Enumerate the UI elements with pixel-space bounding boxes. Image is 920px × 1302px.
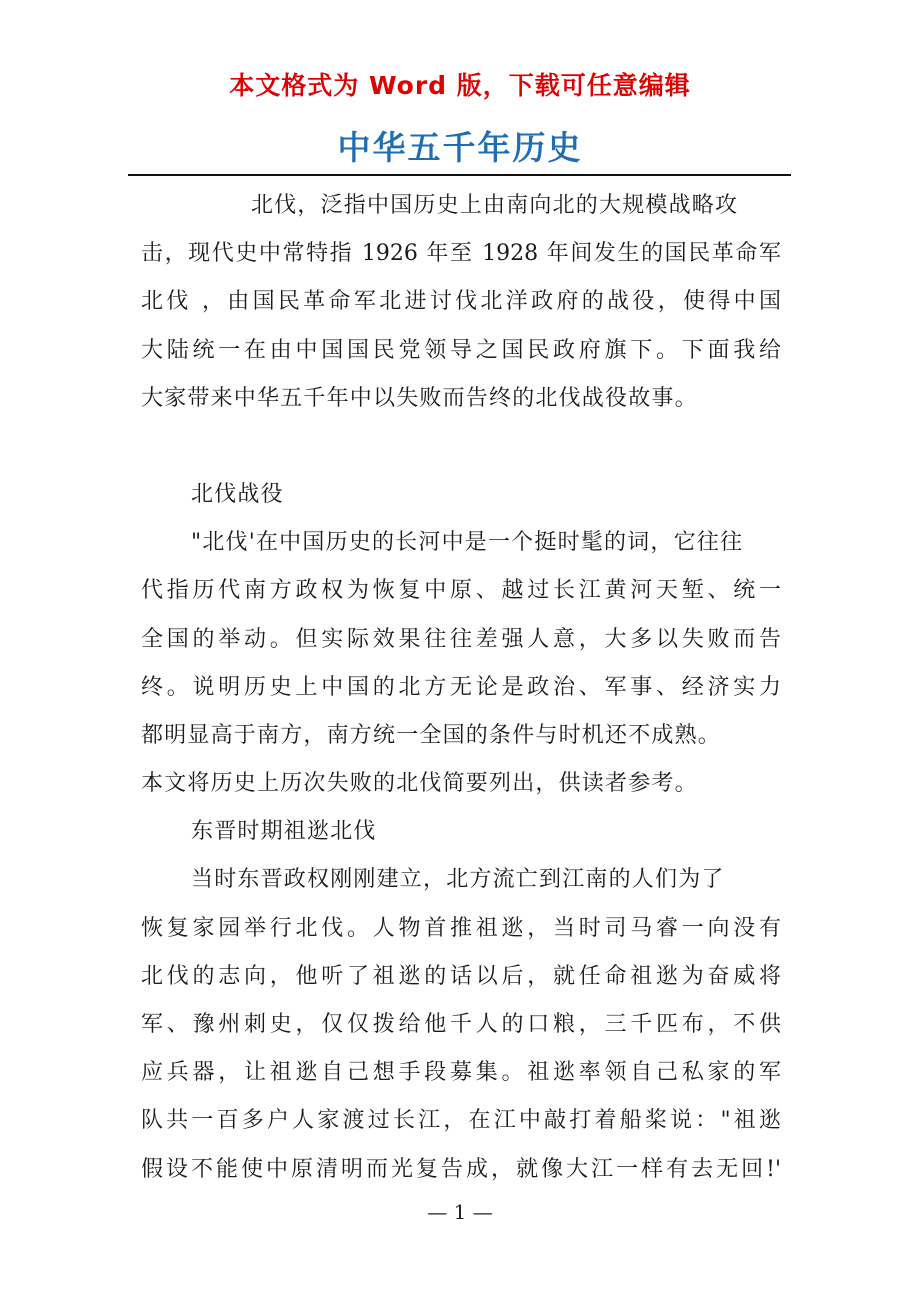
intro-line-2: 击，现代史中常特指 1926 年至 1928 年间发生的国民革命军 (141, 241, 781, 267)
para3-line-1: 当时东晋政权刚刚建立，北方流亡到江南的人们为了 (191, 867, 725, 893)
intro-line-5: 大家带来中华五千年中以失败而告终的北伐战役故事。 (141, 385, 698, 411)
para3-line-3: 北伐的志向，他听了祖逖的话以后，就任命祖逖为奋威将 (141, 963, 781, 989)
para3-line-7: 假设不能使中原清明而光复告成，就像大江一样有去无回!' (141, 1156, 781, 1182)
intro-line-3: 北伐 ，由国民革命军北进讨伐北洋政府的战役，使得中国 (141, 289, 781, 315)
page-number: — 1 — (427, 1200, 493, 1224)
para2-line-4: 终。说明历史上中国的北方无论是政治、军事、经济实力 (141, 674, 781, 700)
intro-line-1: 北伐，泛指中国历史上由南向北的大规模战略攻 (251, 193, 739, 218)
para2-line-3: 全国的举动。但实际效果往往差强人意，大多以失败而告 (141, 626, 781, 652)
para3-line-2: 恢复家园举行北伐。人物首推祖逖，当时司马睿一向没有 (141, 915, 781, 941)
title-divider (128, 174, 791, 176)
document-body (141, 182, 781, 1194)
section-heading-northern-expedition: 北伐战役 (191, 481, 284, 507)
para2-line-2: 代指历代南方政权为恢复中原、越过长江黄河天堑、统一 (141, 578, 781, 604)
document-title: 中华五千年历史 (337, 128, 583, 167)
para3-line-4: 军、豫州刺史，仅仅拨给他千人的口粮，三千匹布，不供 (141, 1012, 781, 1037)
download-banner: 本文格式为 Word 版，下载可任意编辑 (229, 71, 691, 100)
para3-line-5: 应兵器，让祖逖自己想手段募集。祖逖率领自己私家的军 (141, 1060, 781, 1086)
para2-line-1: "北伐'在中国历史的长河中是一个挺时髦的词，它往往 (191, 530, 744, 556)
para2-line-5: 都明显高于南方，南方统一全国的条件与时机还不成熟。 (141, 722, 722, 748)
para2-line-6: 本文将历史上历次失败的北伐简要列出，供读者参考。 (141, 771, 698, 797)
para3-line-6: 队共一百多户人家渡过长江，在江中敲打着船桨说："祖逖 (141, 1108, 781, 1134)
paragraph-gap (141, 423, 781, 471)
intro-line-4: 大陆统一在由中国国民党领导之国民政府旗下。下面我给 (141, 337, 781, 363)
section-heading-zuti: 东晋时期祖逖北伐 (191, 819, 377, 845)
